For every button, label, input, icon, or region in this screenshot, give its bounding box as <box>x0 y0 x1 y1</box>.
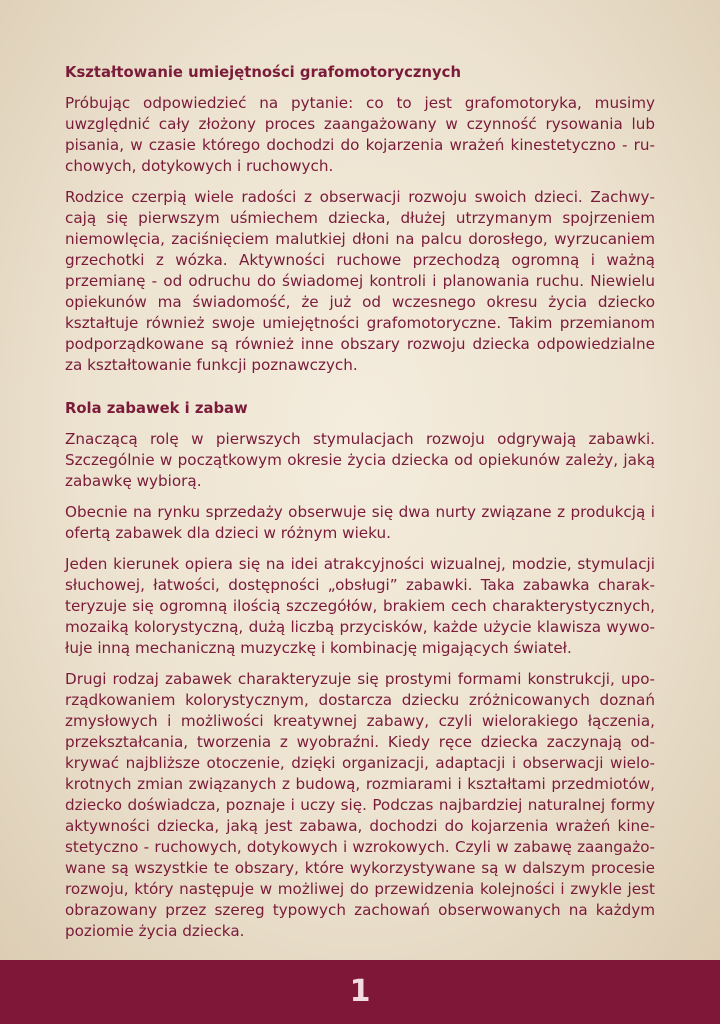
section-heading-grafomotoryka: Kształtowanie umiejętności grafomotorycznych <box>65 64 461 81</box>
document-body <box>65 62 655 952</box>
paragraph: Obecnie na rynku sprzedaży obserwuje się dwa nurty związane z produkcją i ofertą zabawek dla dzieci w różnym wieku. <box>65 503 655 542</box>
paragraph: Próbując odpowiedzieć na pytanie: co to jest grafomotoryka, musimy uwzględnić cały złożony proces zaangażowany w czynność rysowania lub pisania, w czasie którego dochodzi do kojarzenia wrażeń kinestetyczno - ruchowych, dotykowych i ruchowych. <box>65 94 655 175</box>
paragraph: Rodzice czerpią wiele radości z obserwacji rozwoju swoich dzieci. Zachwycają się pierwszym uśmiechem dziecka, dłużej utrzymanym spojrzeniem niemowlęcia, zaciśnięciem malutkiej dłoni na palcu dorosłego, wyrzucaniem grzechotki z wózka. Aktywności ruchowe przechodzą ogromną i ważną przemianę - od odruchu do świadomej kontroli i planowania ruchu. Niewielu opiekunów ma świadomość, że już od wczesnego okresu życia dziecko kształtuje również swoje umiejętności grafomotoryczne. Takim przemianom podporządkowane są również inne obszary rozwoju dziecka odpowiedzialne za kształtowanie funkcji poznawczych. <box>65 188 655 374</box>
page-number: 1 <box>349 974 371 1009</box>
paragraph: Jeden kierunek opiera się na idei atrakcyjności wizualnej, modzie, stymulacji słuchowej, łatwości, dostępności „obsługi” zabawki. Taka zabawka charakteryzuje się ogromną ilością szczegółów, brakiem cech charakterystycznych, mozaiką kolorystyczną, dużą liczbą przycisków, każde użycie klawisza wywołuje inną mechaniczną muzyczkę i kombinację migających świateł. <box>65 555 655 657</box>
page-footer <box>0 960 720 1024</box>
section-heading-zabawki: Rola zabawek i zabaw <box>65 400 248 417</box>
paragraph: Znaczącą rolę w pierwszych stymulacjach rozwoju odgrywają zabawki. Szczególnie w początkowym okresie życia dziecka od opiekunów zależy, jaką zabawkę wybiorą. <box>65 430 655 490</box>
paragraph: Drugi rodzaj zabawek charakteryzuje się prostymi formami konstrukcji, uporządkowaniem kolorystycznym, dostarcza dziecku zróżnicowanych doznań zmysłowych i możliwości kreatywnej zabawy, czyli wielorakiego łączenia, przekształcania, tworzenia z wyobraźni. Kiedy ręce dziecka zaczynają odkrywać najbliższe otoczenie, dzięki organizacji, adaptacji i obserwacji wielokrotnych zmian związanych z budową, rozmiarami i kształtami przedmiotów, dziecko doświadcza, poznaje i uczy się. Podczas najbardziej naturalnej formy aktywności dziecka, jaką jest zabawa, dochodzi do kojarzenia wrażeń kinestetyczno - ruchowych, dotykowych i wzrokowych. Czyli w zabawę zaangażowane są wszystkie te obszary, które wykorzystywane są w dalszym procesie rozwoju, który następuje w możliwej do przewidzenia kolejności i zwykle jest obrazowany przez szereg typowych zachowań obserwowanych na każdym poziomie życia dziecka. <box>65 670 655 940</box>
